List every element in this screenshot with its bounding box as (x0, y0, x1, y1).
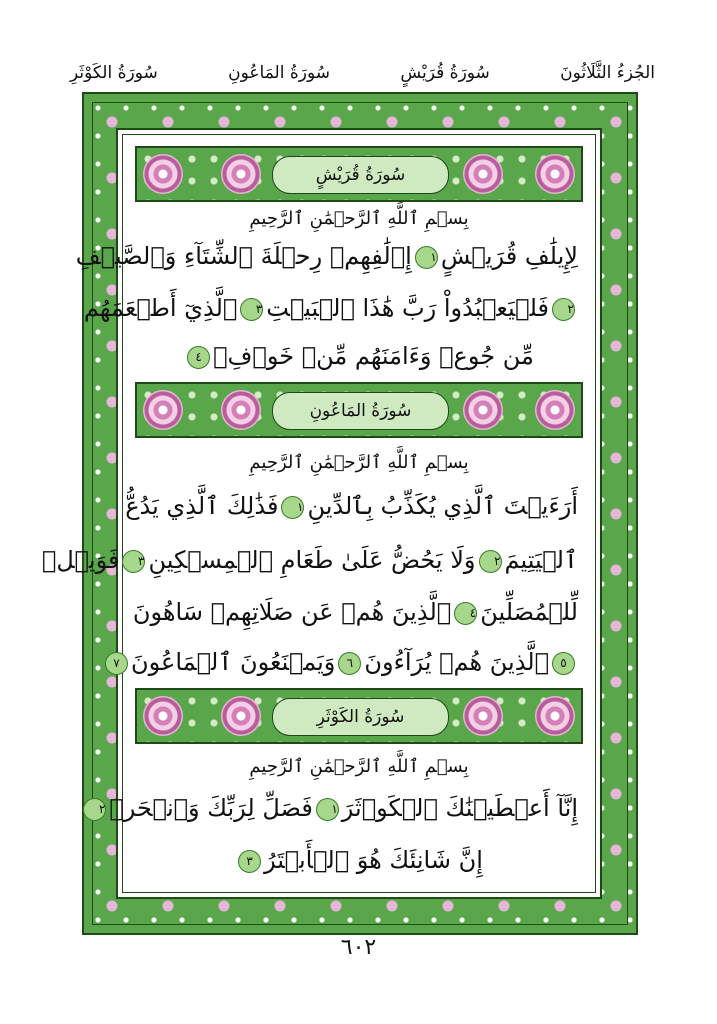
rose-ornament-icon (143, 154, 183, 194)
rose-ornament-icon (463, 696, 503, 736)
page-body (41, 128, 602, 899)
verse-marker: ٢ (552, 298, 575, 321)
verse-marker: ٢ (83, 798, 106, 821)
rose-ornament-icon (535, 696, 575, 736)
rose-ornament-icon (221, 154, 261, 194)
verse-marker: ٤ (454, 602, 477, 625)
verse-line: لِّلۡمُصَلِّينَ٤ٱلَّذِينَ هُمۡ عَن صَلَاتِهِمۡ سَاهُونَ (132, 598, 578, 626)
basmala: بِسۡمِ ٱللَّهِ ٱلرَّحۡمَٰنِ ٱلرَّحِيمِ (249, 756, 469, 777)
surah-banner-kawthar (135, 688, 583, 744)
basmala: بِسۡمِ ٱللَّهِ ٱلرَّحۡمَٰنِ ٱلرَّحِيمِ (249, 208, 469, 229)
verse-marker: ٧ (105, 652, 128, 675)
surah-banner-quraysh (135, 146, 583, 202)
rose-ornament-icon (143, 390, 183, 430)
rose-ornament-icon (535, 390, 575, 430)
surah-title: سُورَةُ قُرَيْشٍ (272, 156, 449, 194)
verse-line: ٥ٱلَّذِينَ هُمۡ يُرَآءُونَ٦وَيَمۡنَعُونَ ٱلۡمَاعُونَ٧ (140, 648, 578, 676)
rose-ornament-icon (463, 390, 503, 430)
verse-marker: ٤ (187, 346, 210, 369)
verse-line: مِّن جُوعٖ وَءَامَنَهُم مِّنۡ خَوۡفِۭ٤ (140, 342, 578, 370)
verse-marker: ٣ (122, 550, 145, 573)
verse-marker: ٦ (338, 652, 361, 675)
juz-label: الجُزءُ الثَّلَاثُونَ (560, 63, 655, 83)
rose-ornament-icon (535, 154, 575, 194)
rose-ornament-icon (221, 390, 261, 430)
header-surah-maun: سُورَةُ المَاعُونِ (228, 63, 330, 83)
verse-line: إِنَّآ أَعۡطَيۡنَٰكَ ٱلۡكَوۡثَرَ١فَصَلِّ لِرَبِّكَ وَٱنۡحَرۡ٢ (140, 794, 578, 822)
header-surah-quraysh: سُورَةُ قُرَيْشٍ (400, 63, 490, 83)
verse-line: لِإِيلَٰفِ قُرَيۡشٍ١إِۦلَٰفِهِمۡ رِحۡلَةَ ٱلشِّتَآءِ وَٱلصَّيۡفِ (75, 242, 578, 270)
rose-ornament-icon (143, 696, 183, 736)
verse-line: ٢فَلۡيَعۡبُدُواْ رَبَّ هَٰذَا ٱلۡبَيۡتِ٣ٱلَّذِيٓ أَطۡعَمَهُم (83, 294, 574, 322)
basmala: بِسۡمِ ٱللَّهِ ٱلرَّحۡمَٰنِ ٱلرَّحِيمِ (249, 452, 469, 473)
verse-line: إِنَّ شَانِئَكَ هُوَ ٱلۡأَبۡتَرُ٣ (140, 846, 578, 874)
verse-marker: ١ (281, 496, 304, 519)
verse-marker: ١ (415, 246, 438, 269)
verse-line: أَرَءَيۡتَ ٱلَّذِي يُكَذِّبُ بِٱلدِّينِ١فَذَٰلِكَ ٱلَّذِي يَدُعُّ (125, 492, 578, 520)
page-number: ٦٠٢ (340, 935, 377, 960)
header-surah-kawthar: سُورَةُ الكَوْثَرِ (70, 63, 158, 83)
verse-line: ٱلۡيَتِيمَ٢وَلَا يَحُضُّ عَلَىٰ طَعَامِ ٱلۡمِسۡكِينِ٣فَوَيۡلٞ (41, 546, 578, 574)
verse-marker: ٢ (479, 550, 502, 573)
verse-marker: ٣ (240, 298, 263, 321)
surah-title: سُورَةُ الكَوْثَرِ (272, 698, 449, 736)
surah-title: سُورَةُ المَاعُونِ (272, 392, 449, 430)
page-header (70, 60, 655, 86)
rose-ornament-icon (463, 154, 503, 194)
verse-marker: ٥ (552, 652, 575, 675)
verse-marker: ١ (316, 798, 339, 821)
rose-ornament-icon (221, 696, 261, 736)
verse-marker: ٣ (238, 850, 261, 873)
surah-banner-maun (135, 382, 583, 438)
